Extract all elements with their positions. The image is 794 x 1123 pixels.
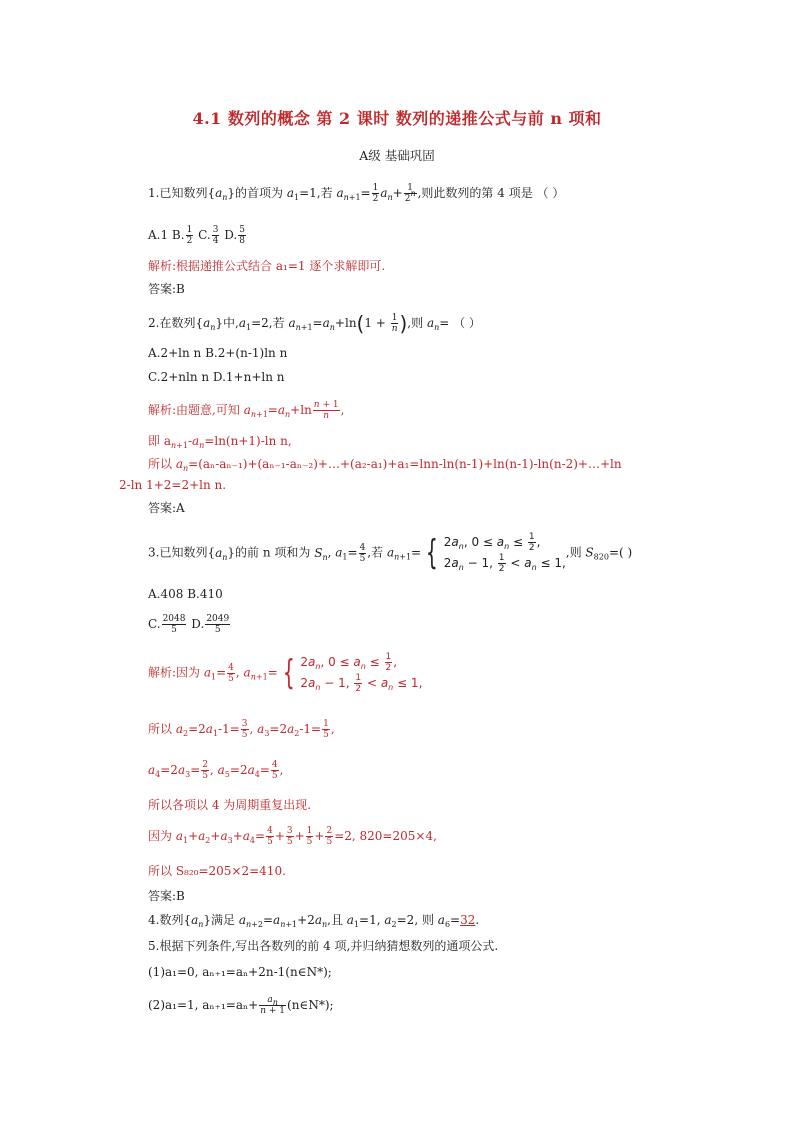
question-1-stem: 1.已知数列$\{a_n\}$的首项为 $a_1=1$,若 $a_{n+1}=$ $\frac{1}{2}$ $a_n+$ $\frac{1}{2^n}$ ,则此数列的第 4 项是 （ ） <box>148 183 565 204</box>
question-5-part-2: (2)a₁=1, aₙ₊₁=aₙ+ $\frac{a_n}{n + 1}$ (n∈N*); <box>148 995 334 1016</box>
section-heading: A级 基础巩固 <box>359 148 435 163</box>
question-4-stem: 4.数列$\{a_n\}$满足 $a_{n+2}=a_{n+1}+2a_n$,且 $a_1=1$, $a_2=2$, 则 $a_6=32$. <box>148 913 480 929</box>
question-3-analysis-6: 所以 S₈₂₀=205×2=410. <box>148 864 286 878</box>
question-3-stem: 3.已知数列$\{a_n\}$的前 n 项和为 $S_n$, $a_1=$ $\frac{4}{5}$ ,若 $a_{n+1}=$ { $2a_n$, $0 \le a_n$ ≤ $\frac{1}{2}$ , $2a_n - 1$, $\frac{1}{2}$ < $a_n \le 1$, ,则 $S_{820}=$( ) <box>148 532 633 574</box>
question-1-analysis: 解析:根据递推公式结合 a₁=1 逐个求解即可. <box>148 259 386 273</box>
question-3-analysis-1: 解析:因为 $a_1=$ $\frac{4}{5}$ , $a_{n+1}=$ { $2a_n$, $0 \le a_n$ ≤ $\frac{1}{2}$ , $2a_n - 1$, $\frac{1}{2}$ < $a_n \le 1$, <box>148 652 423 694</box>
question-5-stem: 5.根据下列条件,写出各数列的前 4 项,并归纳猜想数列的通项公式. <box>148 939 499 953</box>
question-3-analysis-5: 因为 $a_1+a_2+a_3+a_4=$ $\frac{4}{5}$ + $\frac{3}{5}$ + $\frac{1}{5}$ + $\frac{2}{5}$ =2, 820=205×4, <box>148 826 437 847</box>
question-1-options: A.1 B. $\frac{1}{2}$ C. $\frac{3}{4}$ D. $\frac{5}{8}$ <box>148 225 245 246</box>
question-3-options-ab: A.408 B.410 <box>148 587 223 601</box>
question-5-part-1: (1)a₁=0, aₙ₊₁=aₙ+2n-1(n∈N*); <box>148 965 332 979</box>
question-3-analysis-4: 所以各项以 4 为周期重复出现. <box>148 798 312 812</box>
document-title: 4.1 数列的概念 第 2 课时 数列的递推公式与前 n 项和 <box>192 109 602 128</box>
question-2-answer: 答案:A <box>148 501 185 515</box>
question-3-analysis-2: 所以 $a_2=2a_1-1=$ $\frac{3}{5}$ , $a_3=2a_2-1=$ $\frac{1}{5}$ , <box>148 719 335 740</box>
question-2-analysis-2: 即 $a_{n+1}-a_n=\ln(n+1)-\ln$ n, <box>148 434 292 450</box>
question-2-options-cd: C.2+nln n D.1+n+ln n <box>148 370 285 384</box>
question-4-answer: 32 <box>460 913 476 927</box>
question-3-answer: 答案:B <box>148 889 185 903</box>
question-2-analysis-3: 所以 $a_n=(a_n-a_{n-1})+(a_{n-1}-a_{n-2})+\dots+(a_2-a_1)+a_1=\ln n-\ln(n-1)+\ln(n-1)-\ln(n-2)+\dots+\ln$ <box>148 457 622 473</box>
question-2-stem: 2.在数列$\{a_n\}$中$,a_1=2$,若 $a_{n+1}=a_n+\ln(1$ + $\frac{1}{n}$ ),则 $a_n=$ （ ） <box>148 311 481 336</box>
question-3-analysis-3: $a_4=2a_3=$ $\frac{2}{5}$ , $a_5=2a_4=$ $\frac{4}{5}$ , <box>148 760 284 781</box>
question-3-options-cd: C. $\frac{2048}{5}$ D. $\frac{2049}{5}$ <box>148 614 230 635</box>
question-1-answer: 答案:B <box>148 282 185 296</box>
question-2-analysis-4: 2-ln 1+2=2+ln n. <box>119 478 227 492</box>
question-2-options-ab: A.2+ln n B.2+(n-1)ln n <box>148 346 288 360</box>
question-2-analysis-1: 解析:由题意,可知 $a_{n+1}=a_n+\ln$ $\frac{n + 1}{n}$ , <box>148 400 345 421</box>
